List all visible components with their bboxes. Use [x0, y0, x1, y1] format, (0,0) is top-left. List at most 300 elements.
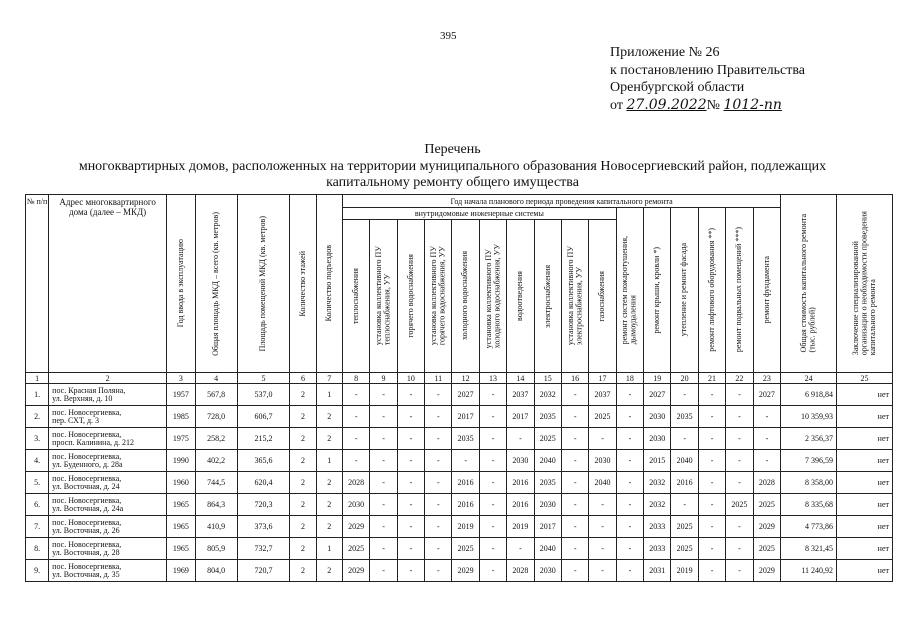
table-cell: 2017 [507, 406, 534, 428]
table-cell: 2 [316, 560, 342, 582]
address-line-2: пер. СХТ, д. 3 [52, 415, 100, 425]
header-c22: ремонт подвальных помещений ***) [726, 208, 753, 373]
row-address [49, 450, 167, 472]
row-number: 8. [26, 538, 49, 560]
column-number: 13 [479, 373, 506, 384]
table-cell: 2 [316, 472, 342, 494]
row-address [49, 472, 167, 494]
table-cell: 2016 [671, 472, 698, 494]
table-cell: 2019 [671, 560, 698, 582]
table-cell: 620,4 [237, 472, 290, 494]
table-cell: - [726, 560, 753, 582]
table-cell: 2025 [671, 516, 698, 538]
header-c9: установка коллективного ПУ теплоснабжения, УУ [370, 220, 397, 373]
table-cell: - [726, 472, 753, 494]
table-row [26, 516, 893, 538]
table-cell: - [753, 428, 781, 450]
table-cell: 2033 [644, 538, 671, 560]
table-cell: 2 [316, 516, 342, 538]
header-eng-group: внутридомовые инженерные системы [342, 208, 616, 220]
table-row [26, 406, 893, 428]
table-cell: 2028 [342, 472, 369, 494]
table-cell: - [726, 406, 753, 428]
table-cell: 805,9 [195, 538, 237, 560]
table-cell: 2028 [507, 560, 534, 582]
table-cell: 410,9 [195, 516, 237, 538]
table-cell: 2025 [753, 538, 781, 560]
appendix-line-1: Приложение № 26 [610, 45, 720, 60]
column-number: 10 [397, 373, 424, 384]
row-number: 1. [26, 384, 49, 406]
table-cell: - [342, 450, 369, 472]
table-cell: нет [837, 450, 893, 472]
appendix-no-sign: № [706, 97, 720, 113]
column-number: 6 [290, 373, 316, 384]
table-cell: - [397, 450, 424, 472]
title-line-2: многоквартирных домов, расположенных на территории муниципального образования Новосергиевский район, подлежащих [78, 158, 827, 174]
table-cell: - [397, 494, 424, 516]
table-cell: 8 335,68 [781, 494, 837, 516]
table-cell: 1960 [167, 472, 195, 494]
table-cell: 2029 [342, 516, 369, 538]
table-cell: - [698, 516, 725, 538]
header-c18: ремонт систем пожаротушения, дымоудаления [616, 208, 643, 373]
header-c11: установка коллективного ПУ горячего водоснабжения, УУ [425, 220, 452, 373]
row-number: 4. [26, 450, 49, 472]
column-number: 15 [534, 373, 561, 384]
table-cell: 2037 [507, 384, 534, 406]
table-cell: - [671, 428, 698, 450]
address-line-1: пос. Новосергиевка, [52, 473, 122, 483]
column-number-row [26, 373, 893, 384]
table-cell: 2029 [753, 516, 781, 538]
header-c15: электроснабжения [534, 220, 561, 373]
table-cell: 804,0 [195, 560, 237, 582]
header-total-area: Общая площадь МКД – всего (кв. метров) [195, 195, 237, 373]
table-cell: - [425, 472, 452, 494]
table-cell: - [698, 560, 725, 582]
table-cell: нет [837, 472, 893, 494]
table-cell: - [726, 428, 753, 450]
table-cell: - [616, 472, 643, 494]
table-cell: 2019 [452, 516, 479, 538]
table-cell: нет [837, 538, 893, 560]
table-cell: 2 [290, 538, 316, 560]
table-cell: 2040 [534, 538, 561, 560]
table-cell: - [370, 428, 397, 450]
row-address [49, 516, 167, 538]
table-cell: 2 [316, 494, 342, 516]
table-cell: - [616, 516, 643, 538]
table-cell: - [342, 384, 369, 406]
address-line-1: пос. Красная Поляна, [52, 385, 126, 395]
table-row [26, 384, 893, 406]
table-cell: - [589, 538, 616, 560]
table-cell: 720,3 [237, 494, 290, 516]
appendix-block [610, 44, 805, 114]
table-cell: - [616, 560, 643, 582]
row-address [49, 384, 167, 406]
table-cell: 215,2 [237, 428, 290, 450]
table-cell: - [425, 384, 452, 406]
table-cell: - [561, 406, 588, 428]
table-row [26, 450, 893, 472]
table-cell: - [479, 384, 506, 406]
table-cell: - [370, 560, 397, 582]
table-cell: 6 918,84 [781, 384, 837, 406]
table-cell: 8 358,00 [781, 472, 837, 494]
header-c14: водоотведения [507, 220, 534, 373]
table-cell: - [561, 494, 588, 516]
table-cell: - [479, 560, 506, 582]
address-line-2: ул. Восточная, д. 28 [52, 547, 120, 557]
table-cell: - [698, 406, 725, 428]
header-c8: теплоснабжения [342, 220, 369, 373]
column-number: 3 [167, 373, 195, 384]
table-cell: 2025 [534, 428, 561, 450]
table-cell: - [370, 538, 397, 560]
table-cell: 2025 [452, 538, 479, 560]
table-cell: 2040 [589, 472, 616, 494]
table-cell: 2016 [507, 494, 534, 516]
table-cell: 2035 [671, 406, 698, 428]
table-cell: - [616, 538, 643, 560]
table-cell: 2016 [452, 494, 479, 516]
table-cell: - [753, 406, 781, 428]
table-row [26, 538, 893, 560]
table-cell: 1 [316, 538, 342, 560]
table-cell: 2030 [507, 450, 534, 472]
table-cell: 2030 [644, 406, 671, 428]
address-line-2: ул. Буденного, д. 28а [52, 459, 123, 469]
header-year: Год ввода в эксплуатацию [167, 195, 195, 373]
table-cell: - [425, 494, 452, 516]
table-cell: 2040 [534, 450, 561, 472]
table-cell: 2031 [644, 560, 671, 582]
appendix-line-3: Оренбургской области [610, 80, 745, 95]
column-number: 25 [837, 373, 893, 384]
column-number: 24 [781, 373, 837, 384]
table-cell: - [370, 472, 397, 494]
table-cell: 2030 [644, 428, 671, 450]
column-number: 8 [342, 373, 369, 384]
table-cell: - [479, 450, 506, 472]
table-cell: нет [837, 384, 893, 406]
table-cell: 11 240,92 [781, 560, 837, 582]
table-cell: 1965 [167, 516, 195, 538]
table-cell: 1965 [167, 494, 195, 516]
table-cell: 2027 [452, 384, 479, 406]
table-cell: 1990 [167, 450, 195, 472]
table-cell: 2 [290, 428, 316, 450]
table-cell: 365,6 [237, 450, 290, 472]
header-c20: утепление и ремонт фасада [671, 208, 698, 373]
row-number: 3. [26, 428, 49, 450]
decree-date: 27.09.2022 [626, 96, 707, 113]
table-cell: 2030 [589, 450, 616, 472]
table-cell: 2029 [753, 560, 781, 582]
table-cell: 744,5 [195, 472, 237, 494]
table-cell: нет [837, 516, 893, 538]
table-cell: - [726, 538, 753, 560]
table-cell: - [479, 494, 506, 516]
row-address [49, 494, 167, 516]
address-line-2: просп. Калинина, д. 212 [52, 437, 135, 447]
table-cell: 402,2 [195, 450, 237, 472]
column-number: 2 [49, 373, 167, 384]
table-cell: - [561, 472, 588, 494]
table-cell: 10 359,93 [781, 406, 837, 428]
table-cell: 2 [290, 450, 316, 472]
row-number: 7. [26, 516, 49, 538]
table-cell: 728,0 [195, 406, 237, 428]
table-cell: 2 [290, 472, 316, 494]
table-cell: 373,6 [237, 516, 290, 538]
table-cell: 2 356,37 [781, 428, 837, 450]
table-cell: - [370, 516, 397, 538]
column-number: 14 [507, 373, 534, 384]
header-address: Адрес многоквартирного дома (далее – МКД) [49, 195, 167, 373]
header-plan-group: Год начала планового периода проведения капитального ремонта [342, 195, 780, 208]
table-cell: - [561, 516, 588, 538]
table-cell: - [342, 406, 369, 428]
table-cell: - [370, 494, 397, 516]
table-cell: 8 321,45 [781, 538, 837, 560]
table-row [26, 494, 893, 516]
table-cell: 2040 [671, 450, 698, 472]
table-cell: - [698, 450, 725, 472]
table-cell: 2027 [753, 384, 781, 406]
table-cell: 2035 [452, 428, 479, 450]
table-cell: 2025 [342, 538, 369, 560]
table-cell: 1 [316, 384, 342, 406]
table-cell: - [397, 560, 424, 582]
table-cell: 2030 [342, 494, 369, 516]
table-row [26, 472, 893, 494]
table-cell: - [671, 384, 698, 406]
column-number: 21 [698, 373, 725, 384]
column-number: 18 [616, 373, 643, 384]
table-cell: 864,3 [195, 494, 237, 516]
address-line-1: пос. Новосергиевка, [52, 429, 122, 439]
table-cell: - [616, 406, 643, 428]
table-cell: 2 [290, 516, 316, 538]
table-cell: - [698, 472, 725, 494]
row-number: 5. [26, 472, 49, 494]
table-cell: 2025 [753, 494, 781, 516]
table-body [26, 373, 893, 582]
title-line-3: капитальному ремонту общего имущества [326, 175, 579, 190]
row-address [49, 428, 167, 450]
table-cell: 2035 [534, 406, 561, 428]
table-cell: нет [837, 494, 893, 516]
table-cell: - [726, 384, 753, 406]
table-cell: - [425, 406, 452, 428]
table-cell: нет [837, 428, 893, 450]
table-cell: - [479, 428, 506, 450]
table-cell: - [616, 384, 643, 406]
address-line-2: ул. Восточная, д. 35 [52, 569, 120, 579]
table-cell: - [425, 560, 452, 582]
table-cell: - [616, 494, 643, 516]
table-cell: 1957 [167, 384, 195, 406]
address-line-1: пос. Новосергиевка, [52, 517, 122, 527]
table-cell: - [397, 472, 424, 494]
table-cell: 4 773,86 [781, 516, 837, 538]
table-cell: - [561, 428, 588, 450]
table-cell: - [589, 516, 616, 538]
table-cell: 606,7 [237, 406, 290, 428]
header-premises-area: Площадь помещений МКД (кв. метров) [237, 195, 290, 373]
table-cell: 567,8 [195, 384, 237, 406]
header-c17: газоснабжения [589, 220, 616, 373]
table-cell: - [616, 450, 643, 472]
table-cell: 2015 [644, 450, 671, 472]
table-cell: 1 [316, 450, 342, 472]
table-cell: 2025 [726, 494, 753, 516]
table-cell: 2025 [671, 538, 698, 560]
table-cell: - [425, 516, 452, 538]
address-line-2: ул. Верхняя, д. 10 [52, 393, 113, 403]
table-cell: - [425, 450, 452, 472]
table-cell: 2032 [644, 472, 671, 494]
table-cell: 2019 [507, 516, 534, 538]
table-cell: - [397, 538, 424, 560]
table-cell: - [479, 538, 506, 560]
header-conclusion: Заключение специализированной организации о необходимости проведения капитального ремонта [837, 195, 893, 373]
column-number: 17 [589, 373, 616, 384]
table-cell: 2029 [452, 560, 479, 582]
table-cell: - [561, 538, 588, 560]
header-c19: ремонт крыши, кровли *) [644, 208, 671, 373]
table-cell: 2 [316, 428, 342, 450]
table-cell: - [589, 428, 616, 450]
table-cell: 2027 [644, 384, 671, 406]
table-cell: 2 [290, 384, 316, 406]
table-cell: 2028 [753, 472, 781, 494]
address-line-1: пос. Новосергиевка, [52, 495, 122, 505]
table-cell: - [589, 560, 616, 582]
table-cell: 2032 [534, 384, 561, 406]
row-number: 6. [26, 494, 49, 516]
appendix-line-4 [610, 97, 805, 115]
table-cell: - [698, 538, 725, 560]
table-cell: - [342, 428, 369, 450]
table-cell: - [370, 450, 397, 472]
column-number: 5 [237, 373, 290, 384]
table-cell: - [425, 428, 452, 450]
table-cell: - [671, 494, 698, 516]
column-number: 4 [195, 373, 237, 384]
table-cell: - [397, 384, 424, 406]
table-cell: 7 396,59 [781, 450, 837, 472]
table-cell: - [397, 428, 424, 450]
column-number: 1 [26, 373, 49, 384]
table-cell: 2037 [589, 384, 616, 406]
table-cell: - [452, 450, 479, 472]
page-number: 395 [440, 30, 457, 42]
table-cell: - [479, 472, 506, 494]
table-cell: - [698, 384, 725, 406]
table-cell: - [397, 516, 424, 538]
appendix-from: от [610, 97, 623, 113]
header-num: № п/п [26, 195, 49, 373]
table-cell: - [616, 428, 643, 450]
column-number: 12 [452, 373, 479, 384]
address-line-2: ул. Восточная, д. 24а [52, 503, 124, 513]
table-cell: - [561, 384, 588, 406]
table-cell: 1965 [167, 538, 195, 560]
table-cell: - [425, 538, 452, 560]
header-c21: ремонт лифтового оборудования **) [698, 208, 725, 373]
table-cell: нет [837, 560, 893, 582]
table-cell: 2 [290, 560, 316, 582]
table-cell: 1969 [167, 560, 195, 582]
address-line-2: ул. Восточная, д. 26 [52, 525, 120, 535]
address-line-2: ул. Восточная, д. 24 [52, 481, 120, 491]
table-cell: - [370, 406, 397, 428]
table-cell: - [561, 560, 588, 582]
table-cell: - [561, 450, 588, 472]
column-number: 23 [753, 373, 781, 384]
table-cell: 2016 [452, 472, 479, 494]
column-number: 16 [561, 373, 588, 384]
table-cell: - [397, 406, 424, 428]
address-line-1: пос. Новосергиевка, [52, 407, 122, 417]
table-cell: 1975 [167, 428, 195, 450]
table-cell: 2 [290, 406, 316, 428]
table-cell: 2016 [507, 472, 534, 494]
table-cell: - [753, 450, 781, 472]
table-row [26, 428, 893, 450]
table-cell: 2030 [534, 494, 561, 516]
header-c16: установка коллективного ПУ электроснабжения, УУ [561, 220, 588, 373]
table-cell: - [726, 450, 753, 472]
table-cell: - [698, 494, 725, 516]
row-address [49, 406, 167, 428]
table-cell: 2017 [452, 406, 479, 428]
table-cell: - [507, 428, 534, 450]
row-address [49, 538, 167, 560]
table-cell: 2033 [644, 516, 671, 538]
address-line-1: пос. Новосергиевка, [52, 451, 122, 461]
table-cell: - [370, 384, 397, 406]
row-address [49, 560, 167, 582]
table-cell: 2017 [534, 516, 561, 538]
header-c10: горячего водоснабжения [397, 220, 424, 373]
table-cell: 732,7 [237, 538, 290, 560]
table-cell: 2029 [342, 560, 369, 582]
decree-number: 1012-пп [723, 96, 782, 113]
column-number: 20 [671, 373, 698, 384]
document-title [0, 142, 905, 192]
column-number: 11 [425, 373, 452, 384]
table-cell: - [698, 428, 725, 450]
table-cell: - [507, 538, 534, 560]
header-c13: установка коллективного ПУ холодного водоснабжения, УУ [479, 220, 506, 373]
column-number: 7 [316, 373, 342, 384]
address-line-1: пос. Новосергиевка, [52, 561, 122, 571]
table-cell: - [479, 406, 506, 428]
column-number: 9 [370, 373, 397, 384]
header-c23: ремонт фундамента [753, 208, 781, 373]
header-entrances: Количество подъездов [316, 195, 342, 373]
table-cell: 537,0 [237, 384, 290, 406]
table-cell: 2 [290, 494, 316, 516]
column-number: 22 [726, 373, 753, 384]
header-floors: Количество этажей [290, 195, 316, 373]
table-row [26, 560, 893, 582]
